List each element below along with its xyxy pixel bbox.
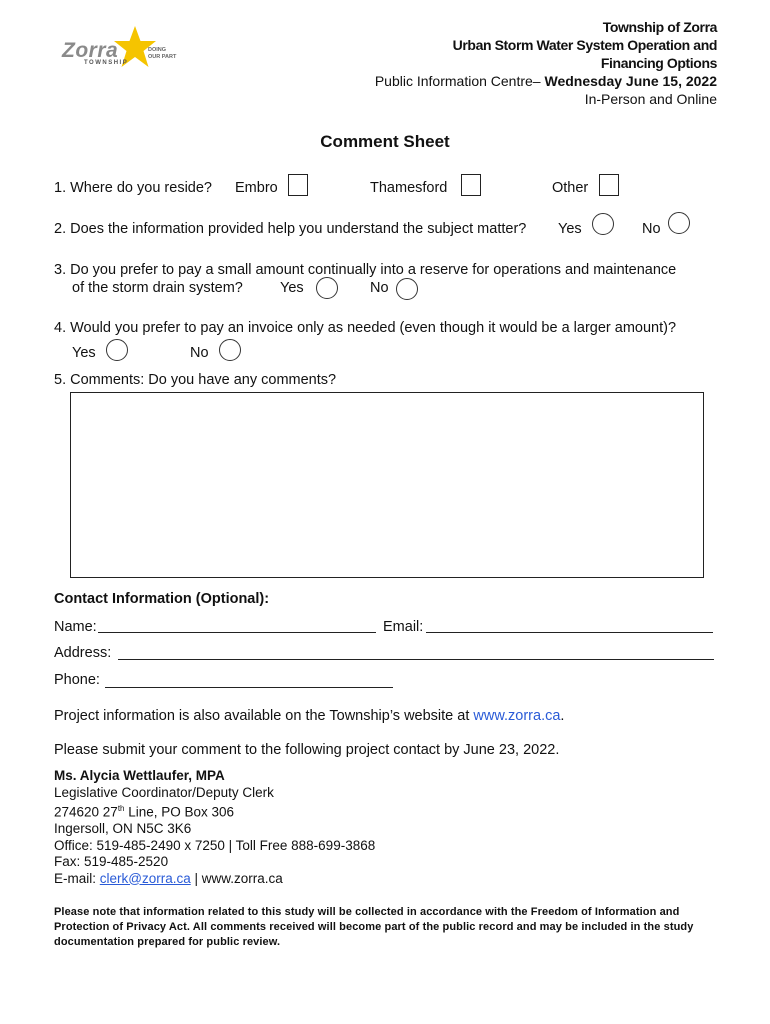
email-field[interactable] (426, 632, 713, 633)
project-info-suffix: . (560, 708, 565, 724)
q1-thamesford-checkbox[interactable] (461, 174, 481, 196)
contact-fax: Fax: 519-485-2520 (54, 854, 169, 869)
contact-name: Ms. Alycia Wettlaufer, MPA (54, 768, 225, 783)
project-info-prefix: Project information is also available on the Township’s website at (54, 708, 474, 724)
address-label: Address: (54, 645, 112, 661)
q3-no-radio[interactable] (396, 278, 418, 300)
q1-option-other-label: Other (552, 180, 589, 196)
contact-info-heading: Contact Information (Optional): (54, 591, 270, 607)
project-info-text (54, 708, 564, 724)
phone-field[interactable] (105, 687, 393, 688)
contact-address-number: 274620 27 (54, 804, 118, 820)
header-event-prefix: Public Information Centre– (374, 73, 541, 89)
contact-email-link[interactable]: clerk@zorra.ca (99, 870, 191, 886)
contact-address-ordinal: th (117, 804, 125, 813)
privacy-notice: Please note that information related to this study will be collected in accordance with the Freedom of Information and Protection of Privacy Act. All comments received will become part of the public record and may be included in the study documentation prepared for public review. (54, 906, 694, 948)
header-project-line1: Urban Storm Water System Operation and (452, 37, 717, 53)
q3-text-line1: 3. Do you prefer to pay a small amount continually into a reserve for operations and maintenance (54, 262, 677, 278)
logo-wordmark: Zorra (62, 39, 119, 62)
header-format: In-Person and Online (584, 91, 717, 107)
logo-tagline-1: DOING (148, 47, 167, 53)
q2-text: 2. Does the information provided help you understand the subject matter? (54, 221, 527, 237)
q1-text: 1. Where do you reside? (54, 180, 212, 196)
contact-office-phone: Office: 519-485-2490 x 7250 | Toll Free 888-699-3868 (54, 837, 376, 853)
header-event (375, 72, 717, 90)
website-link[interactable]: www.zorra.ca (473, 708, 561, 724)
q2-no-label: No (642, 221, 661, 237)
contact-role: Legislative Coordinator/Deputy Clerk (54, 784, 274, 800)
q1-option-embro-label: Embro (235, 180, 278, 196)
q2-no-radio[interactable] (668, 212, 690, 234)
logo-subname: TOWNSHIP (84, 60, 129, 66)
project-contact (54, 768, 375, 887)
township-logo (58, 24, 188, 74)
page-title: Comment Sheet (320, 132, 450, 151)
contact-email-line (54, 871, 375, 888)
contact-address-rest: Line, PO Box 306 (124, 804, 235, 820)
q1-embro-checkbox[interactable] (288, 174, 308, 196)
q4-text: 4. Would you prefer to pay an invoice only as needed (even though it would be a larger amount)? (54, 320, 677, 336)
submit-instructions: Please submit your comment to the following project contact by June 23, 2022. (54, 742, 560, 758)
header-event-date: Wednesday June 15, 2022 (540, 73, 717, 89)
email-label: Email: (383, 619, 424, 635)
contact-email-label: E-mail: (54, 870, 100, 886)
header-project-line2: Financing Options (600, 55, 717, 71)
q1-option-thamesford-label: Thamesford (370, 180, 448, 196)
q4-no-label: No (190, 345, 209, 361)
comments-textarea[interactable] (70, 392, 704, 578)
contact-website: | www.zorra.ca (190, 870, 283, 886)
q4-no-radio[interactable] (219, 339, 241, 361)
phone-label: Phone: (54, 672, 100, 688)
q2-yes-radio[interactable] (592, 213, 614, 235)
address-field[interactable] (118, 659, 714, 660)
q3-no-label: No (370, 280, 389, 296)
q3-text-line2: of the storm drain system? (72, 280, 243, 296)
contact-address (54, 801, 375, 821)
contact-city: Ingersoll, ON N5C 3K6 (54, 821, 192, 836)
q1-other-checkbox[interactable] (599, 174, 619, 196)
q3-yes-radio[interactable] (316, 277, 338, 299)
q4-yes-radio[interactable] (106, 339, 128, 361)
name-field[interactable] (98, 632, 376, 633)
q2-yes-label: Yes (558, 221, 582, 237)
name-label: Name: (54, 619, 97, 635)
q4-yes-label: Yes (72, 345, 96, 361)
logo-tagline (148, 47, 176, 61)
logo-tagline-2: OUR PART (148, 54, 177, 60)
q5-text: 5. Comments: Do you have any comments? (54, 372, 337, 388)
q3-yes-label: Yes (280, 280, 304, 296)
document-header (375, 18, 717, 108)
header-township: Township of Zorra (602, 19, 717, 35)
